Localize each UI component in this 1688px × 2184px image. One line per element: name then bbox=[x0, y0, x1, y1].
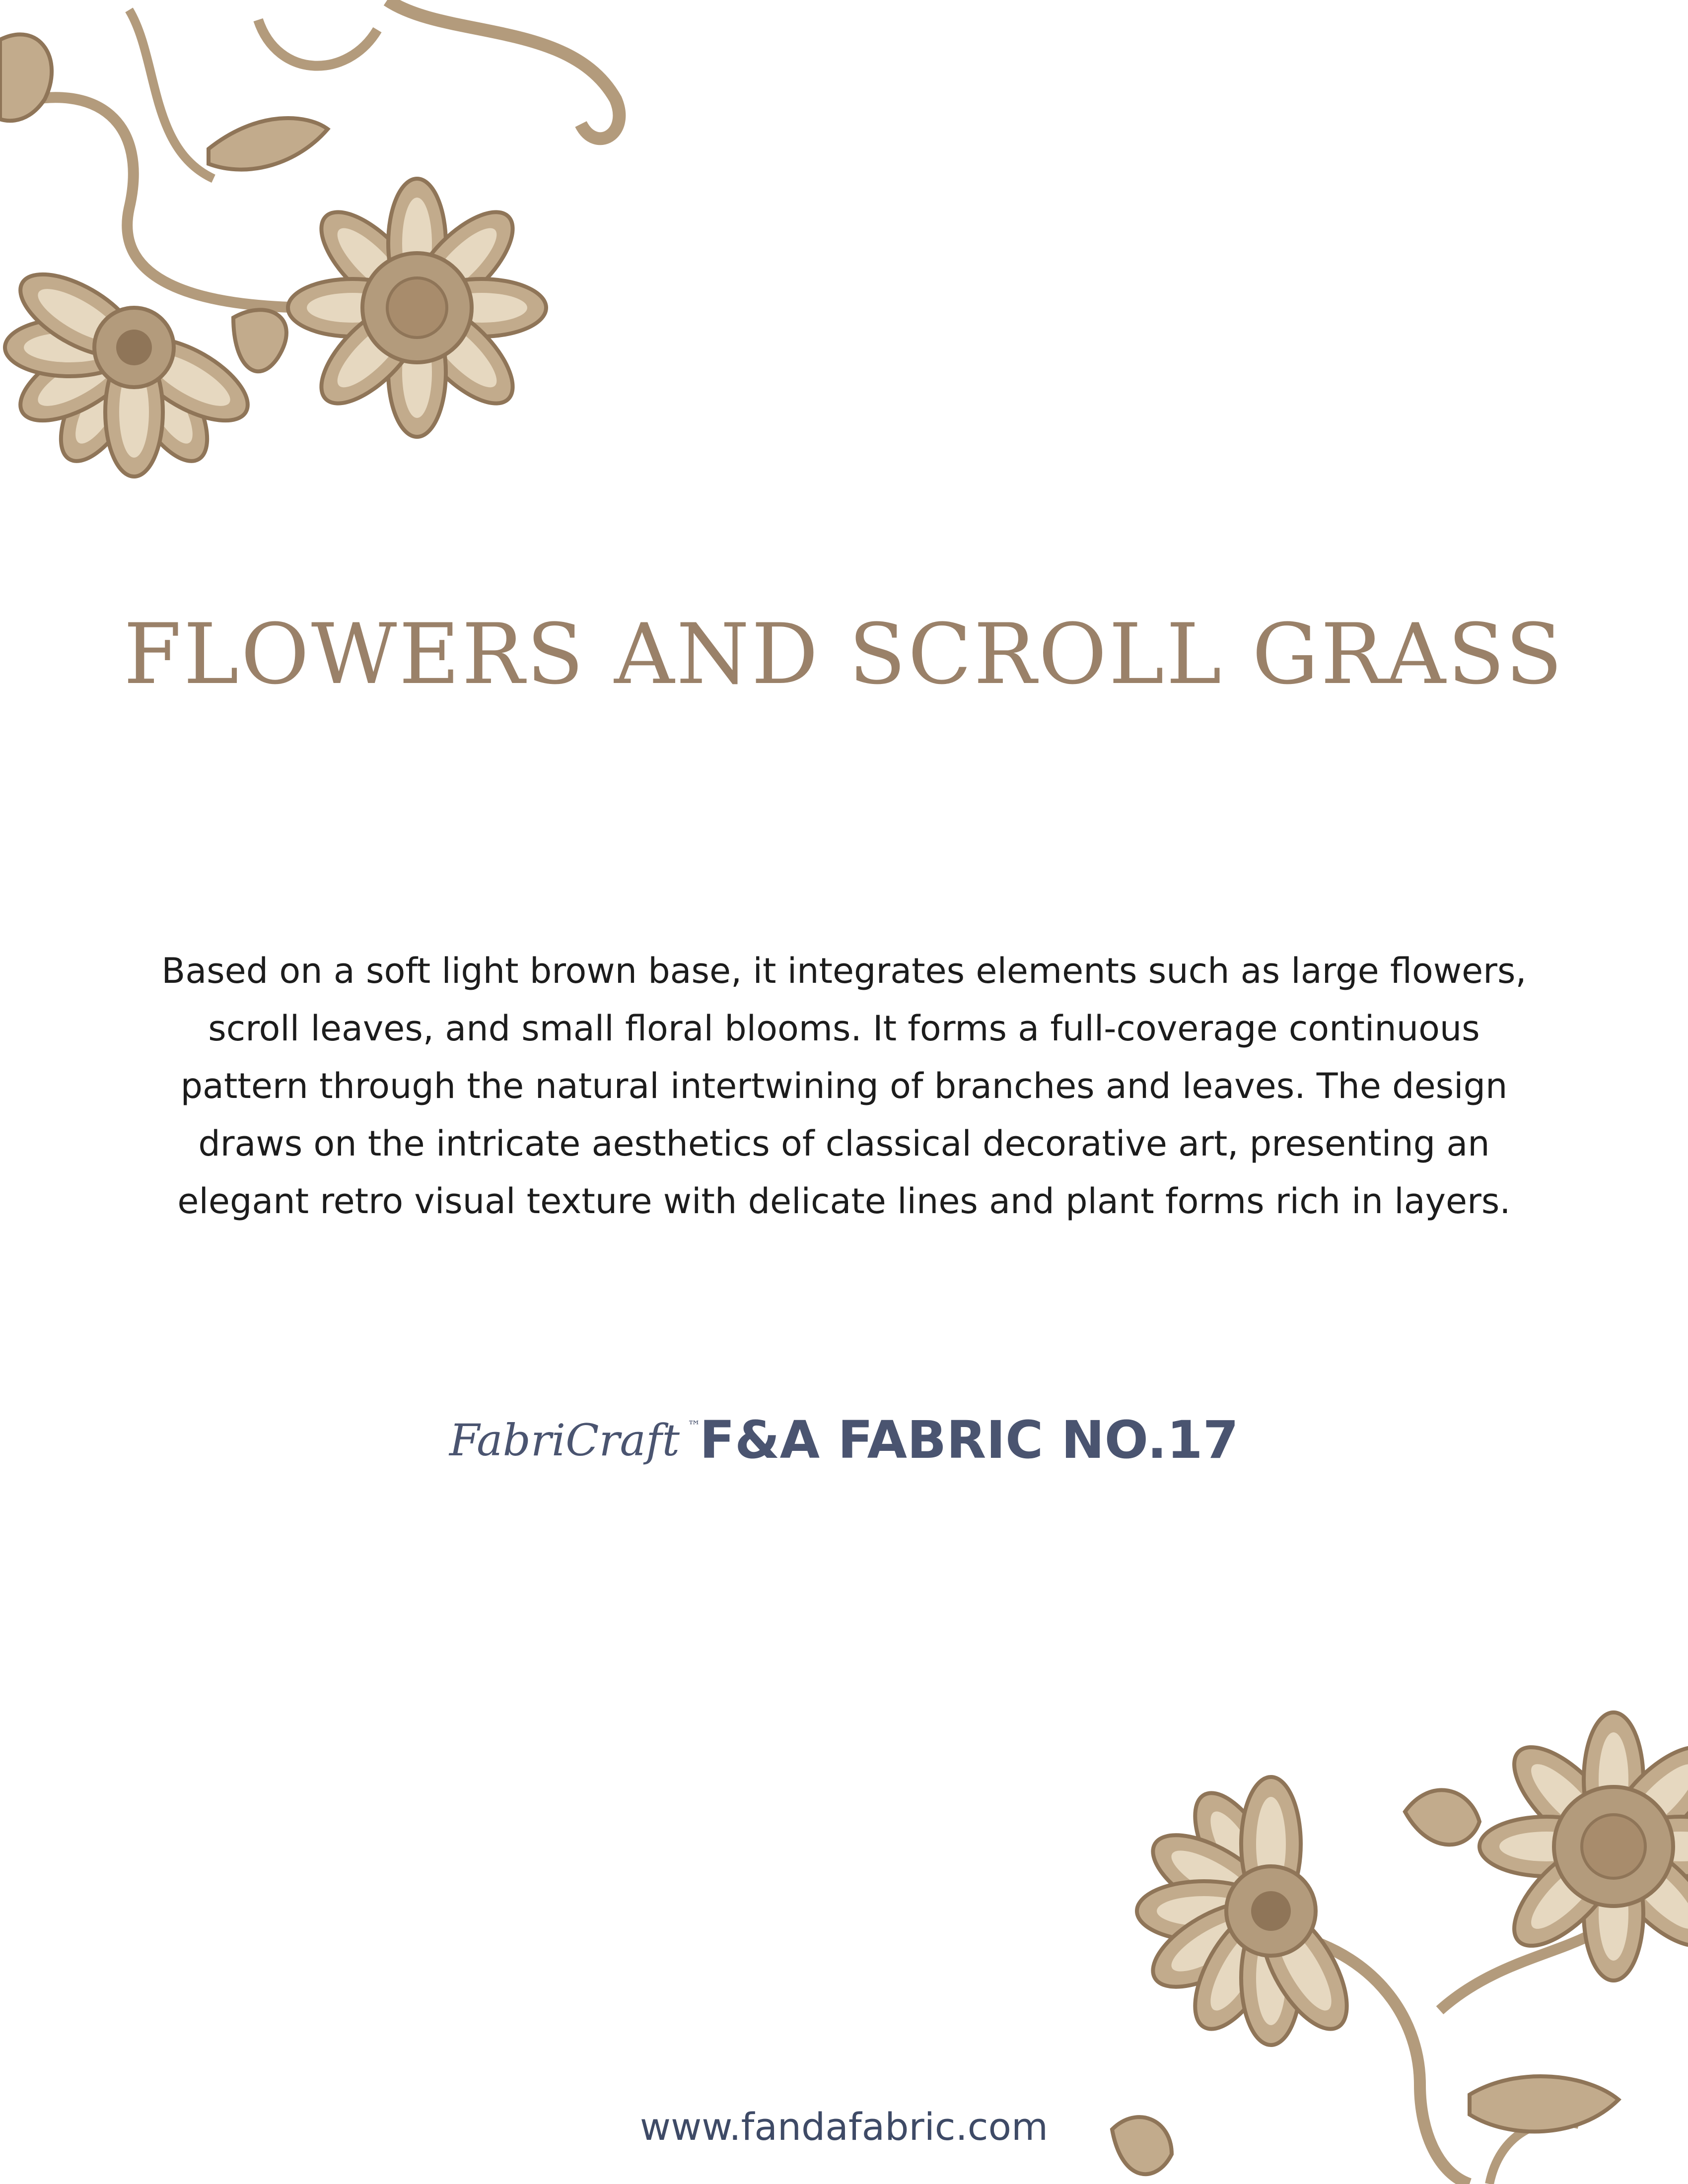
brand-logo bbox=[449, 1414, 701, 1466]
fabric-number: F&A FABRIC NO.17 bbox=[699, 1410, 1239, 1470]
trademark-mark: ™ bbox=[687, 1418, 701, 1433]
page-title: FLOWERS AND SCROLL GRASS bbox=[123, 606, 1565, 703]
brand-logo-text: FabriCraft bbox=[449, 1414, 680, 1466]
floral-ornament-top-left bbox=[0, 0, 645, 521]
brand-line bbox=[0, 1410, 1688, 1470]
floral-ornament-bottom-right bbox=[993, 1588, 1688, 2184]
website-link[interactable]: www.fandafabric.com bbox=[639, 2105, 1049, 2149]
fabric-description: Based on a soft light brown base, it integrates elements such as large flowers, scroll leaves, and small floral blooms. It forms a full-coverage continuous pattern through the natural intertwining of branches and leaves. The design draws on the intricate aesthetics of classical decorative art, presenting an elegant retro visual texture with delicate lines and plant forms rich in layers. bbox=[161, 951, 1527, 1222]
